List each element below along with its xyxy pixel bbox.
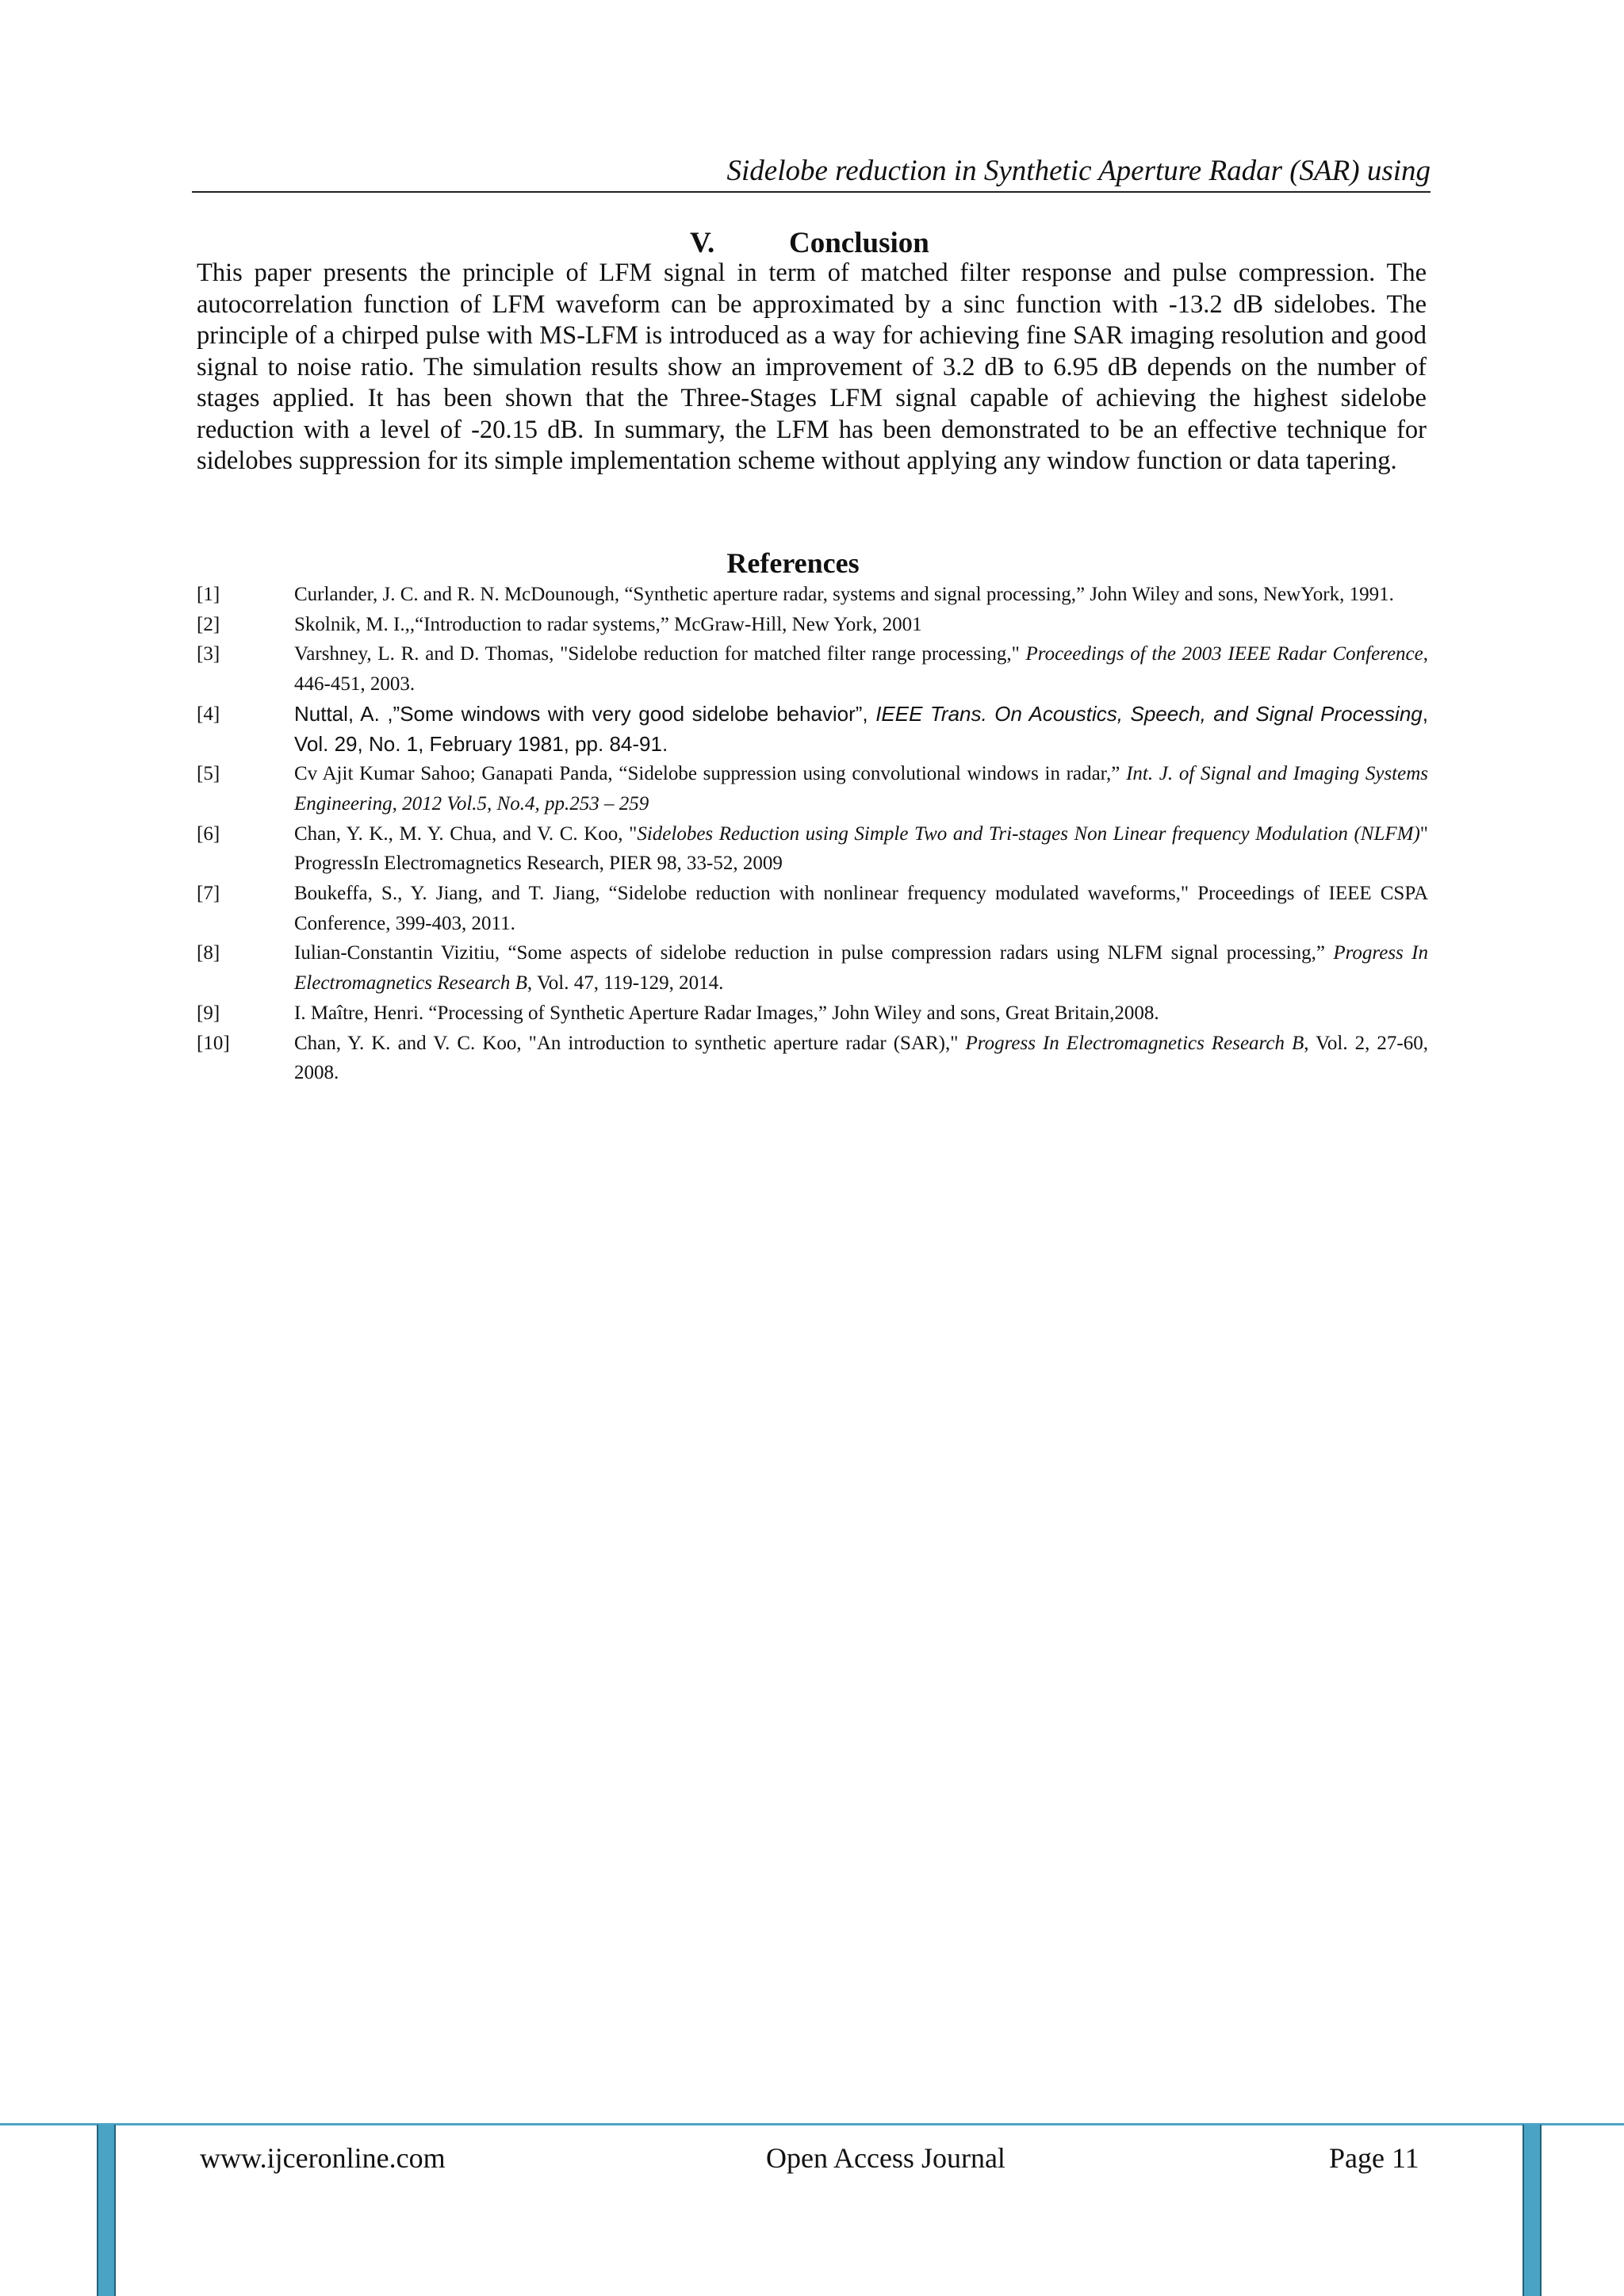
running-header-title: Sidelobe reduction in Synthetic Aperture Radar (SAR) using xyxy=(726,155,1431,187)
reference-text-part: Chan, Y. K., M. Y. Chua, and V. C. Koo, " xyxy=(294,822,638,845)
reference-text-italic: Sidelobes Reduction using Simple Two and Tri-stages Non Linear frequency Modulation (NLFM) xyxy=(637,822,1420,845)
reference-number: [6] xyxy=(197,822,220,845)
reference-text-part: Skolnik, M. I.,,“Introduction to radar systems,” McGraw-Hill, New York, 2001 xyxy=(294,613,922,635)
reference-text-part: Chan, Y. K. and V. C. Koo, "An introduction to synthetic aperture radar (SAR)," xyxy=(294,1032,966,1054)
reference-item xyxy=(197,580,1428,610)
reference-text-part: , Vol. 2, 27-60, 2008. xyxy=(294,1032,1429,1084)
reference-text xyxy=(294,938,1428,998)
reference-item xyxy=(197,938,1428,998)
reference-text-part: Nuttal, A. ,”Some windows with very good sidelobe behavior”, xyxy=(294,701,876,726)
header-divider xyxy=(192,191,1431,193)
reference-text xyxy=(294,759,1428,818)
reference-text xyxy=(294,819,1428,879)
footer-right-bar xyxy=(1522,2125,1542,2296)
reference-number: [9] xyxy=(197,1002,220,1024)
footer-left-bar xyxy=(97,2125,116,2296)
section-number: V. xyxy=(690,227,715,259)
reference-text-part: I. Maître, Henri. “Processing of Synthetic Aperture Radar Images,” John Wiley and sons, Great Britain,2008. xyxy=(294,1002,1159,1024)
reference-number: [5] xyxy=(197,763,220,785)
reference-number: [4] xyxy=(197,703,220,725)
conclusion-paragraph: This paper presents the principle of LFM signal in term of matched filter response and pulse compression. The autocorrelation function of LFM waveform can be approximated by a sinc function with -13.2 dB sidelobes. The principle of a chirped pulse with MS-LFM is introduced as a way for achieving fine SAR imaging resolution and good signal to noise ratio. The simulation results show an improvement of 3.2 dB to 6.95 dB depends on the number of stages applied. It has been shown that the Three-Stages LFM signal capable of achieving the highest sidelobe reduction with a level of -20.15 dB. In summary, the LFM has been demonstrated to be an effective technique for sidelobes suppression for its simple implementation scheme without applying any window function or data tapering. xyxy=(197,259,1427,475)
reference-text-part: " ProgressIn Electromagnetics Research, PIER 98, 33-52, 2009 xyxy=(294,822,1428,875)
reference-item xyxy=(197,1029,1428,1088)
reference-number: [2] xyxy=(197,613,220,635)
reference-item xyxy=(197,610,1428,640)
footer-journal-label: Open Access Journal xyxy=(766,2142,1005,2174)
reference-text-part: Boukeffa, S., Y. Jiang, and T. Jiang, “Sidelobe reduction with nonlinear frequency modulated waveforms," Proceedings of IEEE CSPA Conference, 399-403, 2011. xyxy=(294,883,1428,934)
reference-text-part: Cv Ajit Kumar Sahoo; Ganapati Panda, “Sidelobe suppression using convolutional windows in radar,” xyxy=(294,763,1127,785)
reference-number: [8] xyxy=(197,942,220,964)
footer-website: www.ijceronline.com xyxy=(200,2142,446,2174)
reference-text xyxy=(294,1029,1428,1088)
footer-divider xyxy=(0,2123,1624,2125)
reference-text-part: , Vol. 29, No. 1, February 1981, pp. 84-91. xyxy=(294,701,1428,756)
reference-text xyxy=(294,999,1428,1029)
reference-number: [1] xyxy=(197,584,220,605)
reference-list xyxy=(197,580,1428,1088)
reference-text-part: Curlander, J. C. and R. N. McDounough, “Synthetic aperture radar, systems and signal processing,” John Wiley and sons, NewYork, 1991. xyxy=(294,584,1394,605)
reference-item xyxy=(197,879,1428,938)
reference-text-italic: IEEE Trans. On Acoustics, Speech, and Signal Processing xyxy=(875,701,1423,726)
reference-item xyxy=(197,700,1428,759)
reference-item xyxy=(197,819,1428,879)
section-title: Conclusion xyxy=(789,227,929,259)
reference-text xyxy=(294,610,1428,640)
reference-item xyxy=(197,759,1428,818)
reference-number: [10] xyxy=(197,1032,230,1054)
reference-text xyxy=(294,580,1428,610)
reference-number: [7] xyxy=(197,883,220,905)
reference-text-part: , Vol. 47, 119-129, 2014. xyxy=(527,972,724,995)
footer-page-number: Page 11 xyxy=(1329,2142,1419,2174)
reference-number: [3] xyxy=(197,643,220,665)
reference-text-italic: Int. J. of Signal and Imaging Systems Engineering, 2012 Vol.5, No.4, pp.253 – 259 xyxy=(294,763,1428,815)
reference-item xyxy=(197,639,1428,699)
reference-text xyxy=(294,879,1428,938)
reference-item xyxy=(197,999,1428,1029)
reference-text-italic: Progress In Electromagnetics Research B xyxy=(965,1032,1304,1054)
reference-text-italic: Progress In Electromagnetics Research B xyxy=(294,942,1428,995)
reference-text xyxy=(294,700,1428,759)
references-heading: References xyxy=(726,547,860,579)
reference-text-part: Iulian-Constantin Vizitiu, “Some aspects of sidelobe reduction in pulse compression radars using NLFM signal processing,” xyxy=(294,942,1334,964)
reference-text-part: , 446-451, 2003. xyxy=(294,643,1429,696)
reference-text-italic: Proceedings of the 2003 IEEE Radar Conference xyxy=(1025,643,1423,665)
reference-text xyxy=(294,639,1428,699)
reference-text-part: Varshney, L. R. and D. Thomas, "Sidelobe reduction for matched filter range processing," xyxy=(294,643,1026,665)
